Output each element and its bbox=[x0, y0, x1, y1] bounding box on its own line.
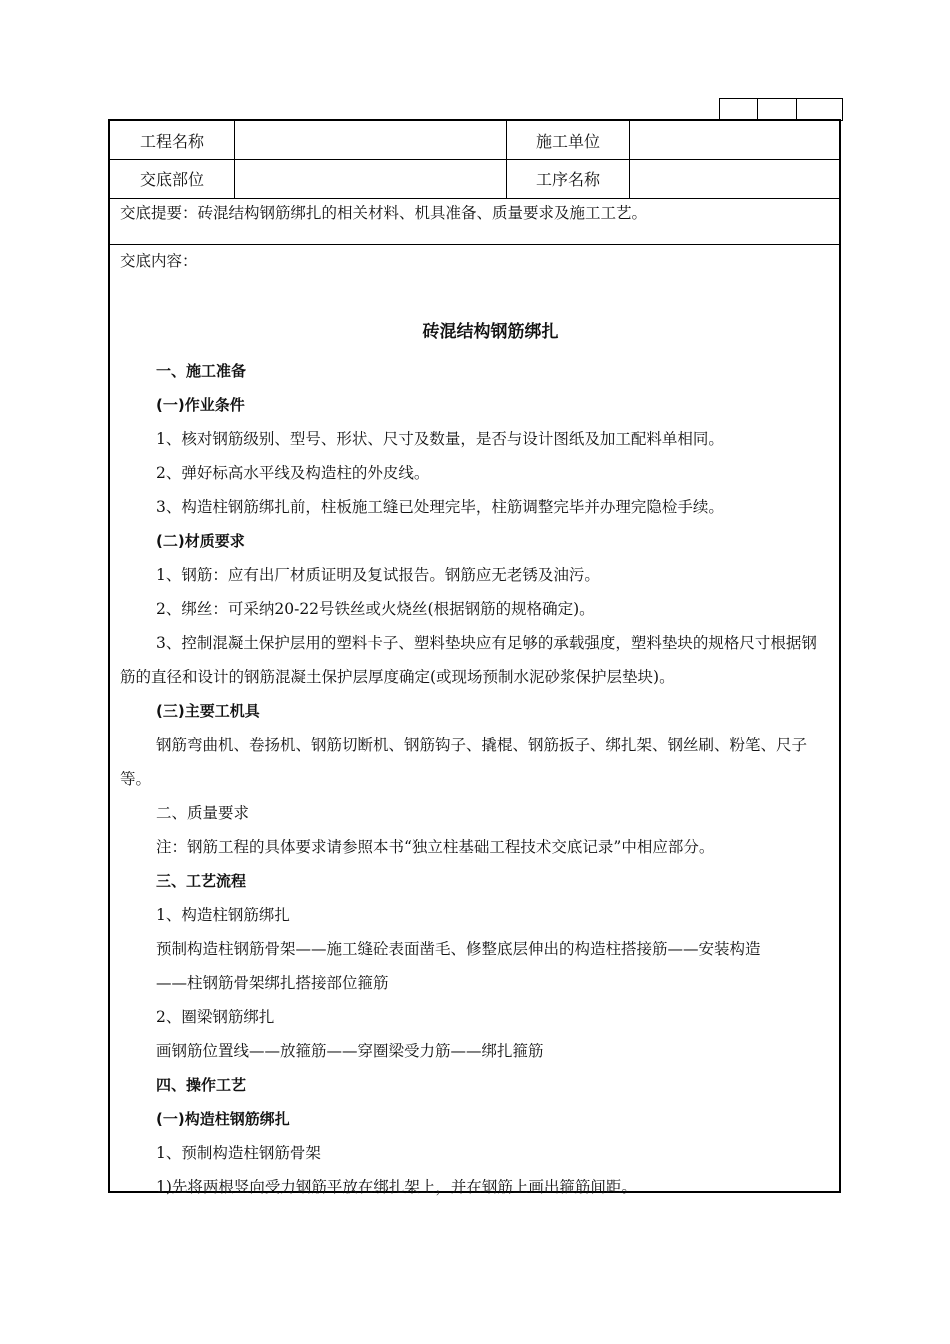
section-heading: 三、工艺流程 bbox=[156, 872, 247, 890]
briefing-location-label: 交底部位 bbox=[110, 159, 235, 198]
paragraph: 1、构造柱钢筋绑扎 bbox=[156, 906, 290, 924]
paragraph: 2、弹好标高水平线及构造柱的外皮线。 bbox=[156, 464, 430, 482]
paragraph: ——柱钢筋骨架绑扎搭接部位箍筋 bbox=[156, 974, 389, 992]
content-label: 交底内容： bbox=[120, 252, 198, 270]
section-heading: 四、操作工艺 bbox=[156, 1076, 247, 1094]
record-number-box bbox=[796, 98, 843, 121]
subsection-heading: (二)材质要求 bbox=[156, 532, 245, 550]
briefing-content bbox=[110, 318, 839, 1204]
subsection-heading: (一)作业条件 bbox=[156, 396, 245, 414]
document-title: 砖混结构钢筋绑扎 bbox=[422, 322, 559, 342]
paragraph: 画钢筋位置线——放箍筋——穿圈梁受力筋——绑扎箍筋 bbox=[156, 1042, 544, 1060]
header-row-1 bbox=[110, 121, 839, 160]
briefing-record-sheet bbox=[108, 119, 841, 1196]
paragraph: 2、绑丝：可采纳20-22号铁丝或火烧丝(根据钢筋的规格确定)。 bbox=[156, 600, 595, 618]
section-heading: 一、施工准备 bbox=[156, 362, 247, 380]
record-number-boxes bbox=[719, 98, 843, 121]
paragraph: 3、控制混凝土保护层用的塑料卡子、塑料垫块应有足够的承载强度，塑料垫块的规格尺寸根据钢筋的直径和设计的钢筋混凝土保护层厚度确定(或现场预制水泥砂浆保护层垫块)。 bbox=[120, 634, 817, 686]
project-name-field[interactable] bbox=[235, 121, 507, 159]
process-name-field[interactable] bbox=[630, 159, 839, 198]
section-heading: 二、质量要求 bbox=[156, 804, 250, 822]
record-number-box bbox=[757, 98, 796, 121]
paragraph: 1、核对钢筋级别、型号、形状、尺寸及数量，是否与设计图纸及加工配料单相同。 bbox=[156, 430, 724, 448]
paragraph: 预制构造柱钢筋骨架——施工缝砼表面凿毛、修整底层伸出的构造柱搭接筋——安装构造 bbox=[156, 940, 761, 958]
subsection-heading: (三)主要工机具 bbox=[156, 702, 260, 720]
process-name-label: 工序名称 bbox=[507, 159, 630, 198]
paragraph: 注：钢筋工程的具体要求请参照本书“独立柱基础工程技术交底记录”中相应部分。 bbox=[156, 838, 715, 856]
construction-unit-field[interactable] bbox=[630, 121, 839, 159]
header-row-2 bbox=[110, 159, 839, 199]
paragraph: 3、构造柱钢筋绑扎前，柱板施工缝已处理完毕，柱筋调整完毕并办理完隐检手续。 bbox=[156, 498, 724, 516]
paragraph: 1)先将两根竖向受力钢筋平放在绑扎架上，并在钢筋上画出箍筋间距。 bbox=[156, 1178, 637, 1196]
record-number-box bbox=[719, 98, 757, 121]
briefing-summary: 交底提要：砖混结构钢筋绑扎的相关材料、机具准备、质量要求及施工工艺。 bbox=[120, 204, 648, 222]
paragraph: 1、预制构造柱钢筋骨架 bbox=[156, 1144, 321, 1162]
briefing-location-field[interactable] bbox=[235, 159, 507, 198]
project-name-label: 工程名称 bbox=[110, 121, 235, 159]
subsection-heading: (一)构造柱钢筋绑扎 bbox=[156, 1110, 290, 1128]
paragraph: 2、圈梁钢筋绑扎 bbox=[156, 1008, 275, 1026]
construction-unit-label: 施工单位 bbox=[507, 121, 630, 159]
paragraph: 钢筋弯曲机、卷扬机、钢筋切断机、钢筋钩子、撬棍、钢筋扳子、绑扎架、钢丝刷、粉笔、尺子等。 bbox=[120, 736, 808, 788]
paragraph: 1、钢筋：应有出厂材质证明及复试报告。钢筋应无老锈及油污。 bbox=[156, 566, 600, 584]
